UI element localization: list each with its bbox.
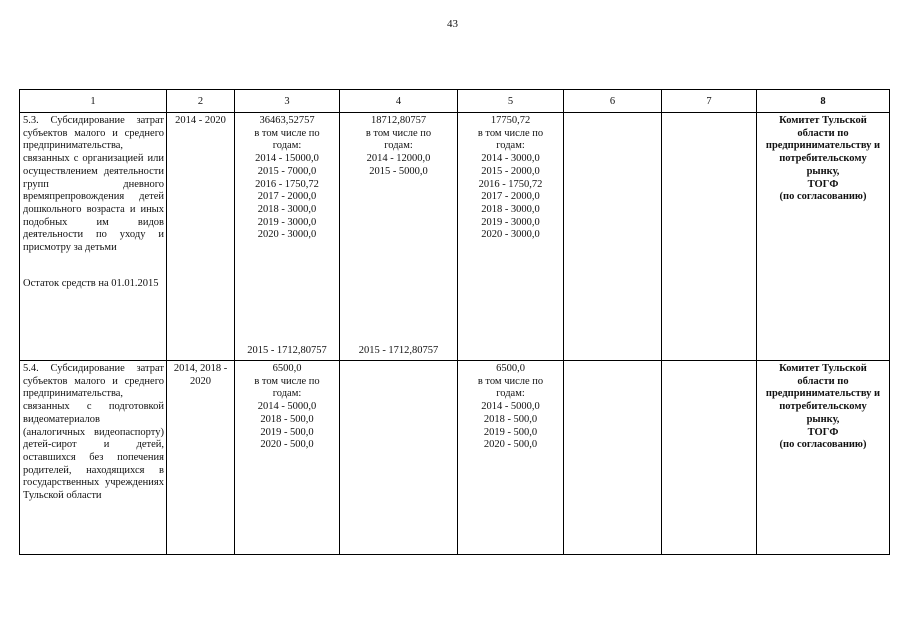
empty-cell-7 [662,361,757,555]
funding-col4-cell [340,113,458,361]
row-description-cell [20,361,167,555]
cell-line: 36463,52757 [259,115,315,126]
cell-line: потребительскому [779,153,867,165]
row-description-cell [20,113,167,361]
cell-line: предпринимательству и [765,388,881,400]
cell-line: 2015 - 7000,0 [257,165,317,177]
header-cell-1: 1 [20,90,167,113]
cell-line: ТОГФ [807,426,839,438]
header-cell-3: 3 [235,90,340,113]
cell-line: 2014 - 5000,0 [257,401,317,413]
table-row-5-3 [20,113,890,361]
cell-line: 2019 - 500,0 [483,426,538,438]
cell-line: (по согласованию) [779,191,867,203]
cell-line: 2014 - 15000,0 [255,153,319,165]
cell-line: 2014 - 12000,0 [366,153,431,165]
table-row-5-4 [20,361,890,555]
cell-line: годам: [384,140,413,152]
cell-line: 2019 - 500,0 [260,426,314,438]
cell-line: Комитет Тульской [779,115,867,126]
funding-col5-cell [458,113,564,361]
cell-line: 2015 - 2000,0 [481,165,540,177]
funding-col4-remainder: 2015 - 1712,80757 [358,345,439,357]
cell-line: 2016 - 1750,72 [255,178,319,190]
row-description: 5.3. Субсидирование затрат субъектов малого и среднего предпринимательства, связанных с организацией или осуществлением деятельности групп дневного времяпрепровождения детей дошкольного возраста и иных подобных им видов деятельности по уходу и присмотру за детьми [23,115,164,254]
cell-line: годам: [496,388,525,400]
program-table [19,89,890,555]
cell-line: в том числе по [477,375,544,387]
empty-cell-4 [340,361,458,555]
cell-line: 2019 - 3000,0 [481,216,540,228]
cell-line: 6500,0 [272,363,302,374]
cell-line: 6500,0 [496,363,525,374]
empty-cell-6 [564,113,662,361]
funding-col5-lines [458,115,563,242]
header-row [20,90,890,113]
page-number: 43 [447,18,458,30]
cell-line: 18712,80757 [370,115,427,126]
header-cell-5: 5 [458,90,564,113]
total-funding-cell [235,361,340,555]
cell-line: 2015 - 5000,0 [369,165,428,177]
funding-col5-lines [458,363,563,452]
remainder-label: Остаток средств на 01.01.2015 [23,277,159,289]
cell-line: 2020 - 500,0 [260,439,314,451]
cell-line: предпринимательству и [765,140,881,152]
cell-line: 2018 - 3000,0 [481,203,540,215]
executor-cell [757,113,890,361]
header-cell-2: 2 [167,90,235,113]
cell-line: рынку, [806,413,840,425]
executor-lines [757,363,889,452]
funding-col4-lines [340,115,457,179]
cell-line: 2018 - 3000,0 [257,203,317,215]
cell-line: 2020 - 3000,0 [257,229,317,241]
funding-col5-cell [458,361,564,555]
total-funding-lines [235,363,339,452]
cell-line: в том числе по [254,375,320,387]
total-funding-cell [235,113,340,361]
cell-line: 2020 - 500,0 [483,439,538,451]
executor-cell [757,361,890,555]
empty-cell-7 [662,113,757,361]
cell-line: 2017 - 2000,0 [481,191,540,203]
cell-line: в том числе по [365,127,432,139]
cell-line: области по [797,127,849,139]
cell-line: 2014 - 3000,0 [481,153,540,165]
cell-line: 2018 - 500,0 [483,413,538,425]
row-description: 5.4. Субсидирование затрат субъектов малого и среднего предпринимательства, связанных с подготовкой видеоматериалов (аналогичных видеопаспорту) детей-сирот и детей, оставшихся без попечения родителей, находящихся в государственных учреждениях Тульской области [23,363,164,502]
executor-lines [757,115,889,204]
period-cell: 2014 - 2020 [167,113,235,361]
cell-line: 2020 - 3000,0 [481,229,540,241]
cell-line: 2014 - 5000,0 [481,401,540,413]
cell-line: 2017 - 2000,0 [257,191,317,203]
cell-line: годам: [496,140,525,152]
empty-cell-6 [564,361,662,555]
period-cell: 2014, 2018 - 2020 [167,361,235,555]
cell-line: потребительскому [779,401,867,413]
cell-line: ТОГФ [807,178,839,190]
cell-line: в том числе по [254,127,320,139]
header-cell-7: 7 [662,90,757,113]
cell-line: 2016 - 1750,72 [478,178,543,190]
cell-line: годам: [272,388,302,400]
cell-line: (по согласованию) [779,439,867,451]
header-cell-4: 4 [340,90,458,113]
cell-line: рынку, [806,165,840,177]
cell-line: Комитет Тульской [779,363,867,374]
total-funding-remainder: 2015 - 1712,80757 [247,345,327,357]
cell-line: 17750,72 [490,115,531,126]
header-cell-8: 8 [757,90,890,113]
cell-line: годам: [272,140,302,152]
cell-line: в том числе по [477,127,544,139]
total-funding-lines [235,115,339,242]
cell-line: 2018 - 500,0 [260,413,314,425]
header-cell-6: 6 [564,90,662,113]
cell-line: 2019 - 3000,0 [257,216,317,228]
cell-line: области по [797,375,849,387]
